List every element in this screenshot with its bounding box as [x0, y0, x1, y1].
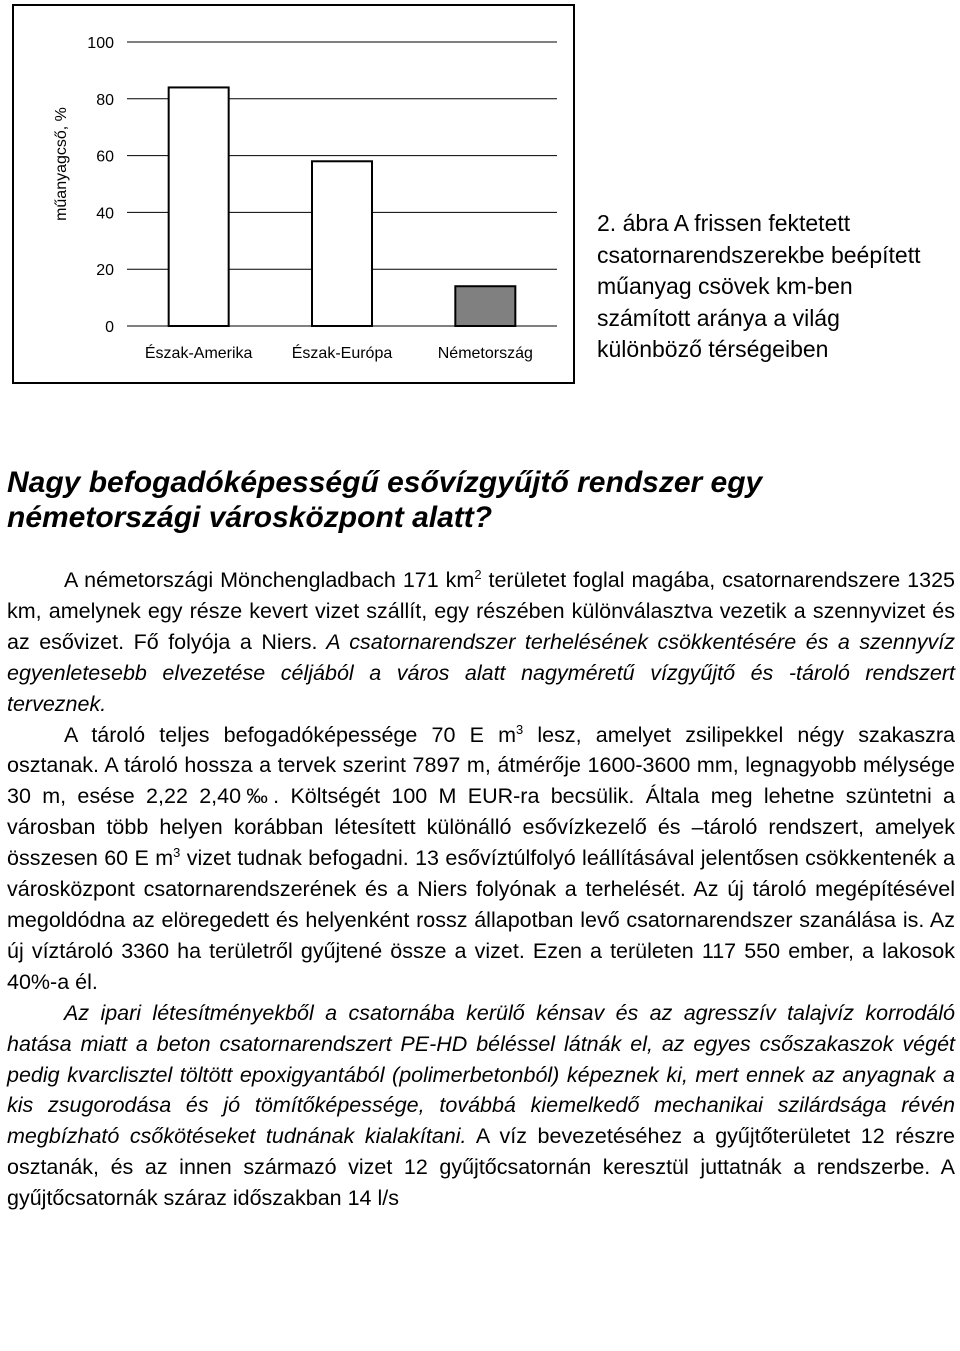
x-tick-label: Németország [437, 345, 533, 362]
paragraph-2-text-a: A tároló teljes befogadóképessége 70 E m [64, 722, 517, 747]
y-tick-label: 60 [96, 148, 114, 166]
chart-figure [12, 4, 575, 384]
bar-chart [14, 6, 573, 382]
y-tick-label: 80 [96, 91, 114, 109]
paragraph-1-italic: A csatornarendszer terhelésének csökkentésére és a szennyvíz egyenletesebb elvezetése céljából a város alatt nagyméretű vízgyűjtő és -tároló rendszert terveznek. [7, 629, 955, 716]
y-axis-label: műanyagcső, % [53, 107, 70, 221]
superscript: 2 [474, 566, 482, 582]
paragraph-2-text-b: lesz, amelyet zsilipekkel négy szakaszra osztanak. A tároló hossza a tervek szerint 7897 m, átmérője 1600-3600 mm, legnagyobb mélysége 30 m, esése 2,22 2,40‰. Költségét 100 M EUR-ra becsülik. Általa meg lehetne szüntetni a városban több helyen korábban létesített különálló esővízkezelő és –tároló rendszert, amelyek összesen 60 E m [7, 722, 955, 871]
y-tick-label: 20 [96, 262, 114, 280]
paragraph-3-text-b: A víz bevezetéséhez a gyűjtőterületet 12 részre osztanák, és az innen származó vizet 12 gyűjtőcsatornán keresztül juttatnák a rendszerbe. A gyűjtőcsatornák száraz időszakban 14 l/s [7, 1124, 955, 1211]
bar [455, 286, 515, 326]
paragraph-3 [7, 998, 955, 1214]
x-tick-label: Észak-Európa [291, 345, 393, 362]
y-tick-label: 40 [96, 205, 114, 223]
paragraph-1-text-b: területet foglal magába, csatornarendszere 1325 km, amelynek egy része kevert vizet szállít, egy részében különválasztva vezetik a szennyvizet és az esővizet. Fő folyója a Niers. [7, 568, 955, 654]
paragraph-1-text-a: A németországi Mönchengladbach 171 km [64, 568, 475, 592]
bar [169, 87, 229, 326]
superscript: 3 [516, 721, 524, 737]
paragraph-2-text-c: vizet tudnak befogadni. 13 esővíztúlfolyó leállításával jelentősen csökkentenék a városközpont csatornarendszerének és a Niers folyónak a terhelését. Az új tároló megépítésével megoldódna az elöregedett és helyenként rossz állapotban levő csatornarendszer szanálása is. Az új víztároló 3360 ha területről gyűjtené össze a vizet. Ezen a területen 117 550 ember, a lakosok 40%-a él. [7, 846, 955, 994]
paragraph-2 [7, 720, 955, 998]
y-tick-label: 100 [87, 35, 114, 52]
y-tick-label: 0 [105, 319, 114, 336]
figure-caption: 2. ábra A frissen fektetett csatornarendszerekbe beépített műanyag csövek km-ben számított aránya a világ különböző térségeiben [597, 210, 921, 362]
article-body [7, 565, 955, 1214]
x-tick-label: Észak-Amerika [144, 345, 253, 362]
superscript: 3 [173, 845, 181, 860]
article-heading: Nagy befogadóképességű esővízgyűjtő rendszer egy németországi városközpont alatt? [7, 466, 763, 534]
bar [312, 161, 372, 326]
paragraph-3-italic: Az ipari létesítményekből a csatornába kerülő kénsav és az agresszív talajvíz korrodáló hatása miatt a beton csatornarendszert PE-HD béléssel látnák el, az egyes csőszakaszok végét pedig kvarclisztel töltött epoxigyantából (polimerbetonból) képeznek ki, mert ennek az anyagnak a kis zsugorodása és jó tömítőképessége, továbbá kiemelkedő mechanikai szilárdsága révén megbízható csőkötéseket tudnának kialakítani. [7, 1000, 955, 1149]
paragraph-1 [7, 565, 955, 720]
